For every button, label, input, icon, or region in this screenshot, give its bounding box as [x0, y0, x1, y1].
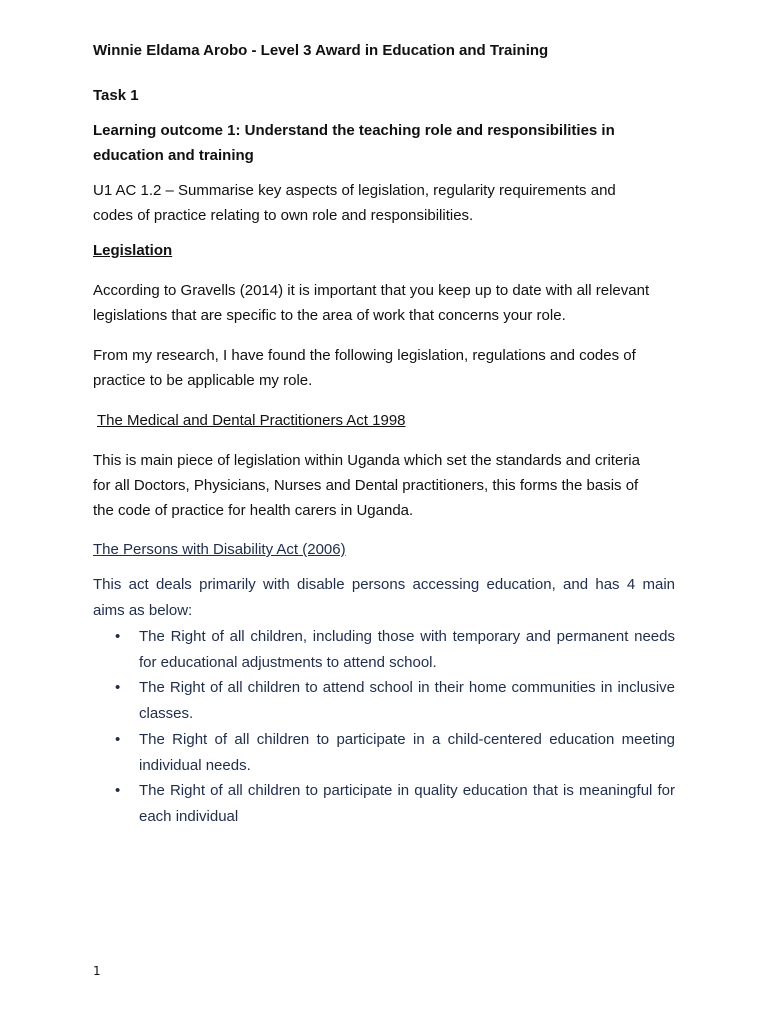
legislation-heading: Legislation — [93, 242, 173, 259]
bullet-icon: • — [115, 628, 121, 645]
paragraph-line: practice to be applicable my role. — [93, 372, 313, 389]
bullet-icon: • — [115, 731, 121, 748]
research-paragraph — [93, 343, 675, 393]
paragraph-line: This is main piece of legislation within Uganda which set the standards and criteria — [93, 452, 640, 469]
task-label: Task 1 — [93, 87, 139, 104]
assessment-criterion — [93, 178, 675, 228]
paragraph-line: aims as below: — [93, 601, 193, 619]
paragraph-line: legislations that are specific to the area of work that concerns your role. — [93, 307, 566, 324]
medical-act-heading: The Medical and Dental Practitioners Act 1998 — [97, 412, 406, 429]
list-item-line: The Right of all children, including those with temporary and permanent needs — [139, 628, 675, 645]
list-item-line: The Right of all children to participate in quality education that is meaningful for — [139, 782, 675, 799]
bullet-icon: • — [115, 679, 121, 696]
paragraph-line: the code of practice for health carers in Uganda. — [93, 502, 414, 519]
disability-act-heading: The Persons with Disability Act (2006) — [93, 541, 346, 558]
list-item-line: The Right of all children to attend school in their home communities in inclusive — [139, 679, 675, 696]
gravells-paragraph — [93, 278, 675, 328]
list-item-line: each individual — [139, 807, 239, 825]
paragraph-line: From my research, I have found the following legislation, regulations and codes of — [93, 347, 636, 364]
learning-outcome-heading — [93, 118, 675, 168]
criterion-line: U1 AC 1.2 – Summarise key aspects of legislation, regularity requirements and — [93, 182, 616, 199]
bullet-icon: • — [115, 782, 121, 799]
paragraph-line: According to Gravells (2014) it is important that you keep up to date with all relevant — [93, 282, 650, 299]
list-item-line: classes. — [139, 704, 194, 722]
disability-act-intro — [93, 572, 675, 623]
paragraph-line: This act deals primarily with disable persons accessing education, and has 4 main — [93, 576, 675, 593]
list-item-line: for educational adjustments to attend school. — [139, 653, 437, 671]
list-item-line: individual needs. — [139, 756, 251, 774]
learning-outcome-line: education and training — [93, 147, 254, 164]
document-header-title: Winnie Eldama Arobo - Level 3 Award in Education and Training — [93, 42, 549, 59]
list-item-line: The Right of all children to participate in a child-centered education meeting — [139, 731, 675, 748]
paragraph-line: for all Doctors, Physicians, Nurses and Dental practitioners, this forms the basis of — [93, 477, 639, 494]
page-number: 1 — [93, 964, 101, 978]
medical-act-paragraph — [93, 448, 675, 523]
criterion-line: codes of practice relating to own role and responsibilities. — [93, 207, 474, 224]
learning-outcome-line: Learning outcome 1: Understand the teaching role and responsibilities in — [93, 122, 615, 139]
